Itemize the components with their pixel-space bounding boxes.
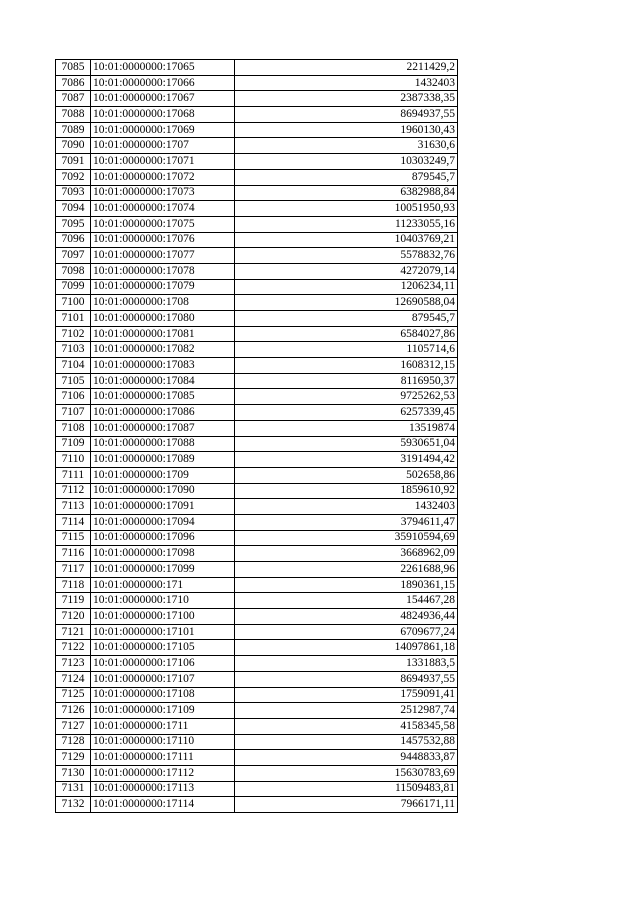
row-number: 7100 [56, 295, 91, 311]
row-number: 7089 [56, 122, 91, 138]
cadastral-number: 10:01:0000000:17113 [91, 781, 235, 797]
cadastral-number: 10:01:0000000:17069 [91, 122, 235, 138]
row-number: 7121 [56, 624, 91, 640]
row-number: 7101 [56, 311, 91, 327]
row-number: 7129 [56, 750, 91, 766]
cadastral-number: 10:01:0000000:1711 [91, 718, 235, 734]
row-number: 7108 [56, 420, 91, 436]
table-row [56, 797, 458, 813]
row-number: 7103 [56, 342, 91, 358]
cadastral-number: 10:01:0000000:17072 [91, 169, 235, 185]
row-number: 7096 [56, 232, 91, 248]
table-row [56, 138, 458, 154]
row-number: 7088 [56, 107, 91, 123]
cadastral-number: 10:01:0000000:17110 [91, 734, 235, 750]
row-number: 7110 [56, 452, 91, 468]
row-number: 7087 [56, 91, 91, 107]
cadastral-number: 10:01:0000000:17111 [91, 750, 235, 766]
cadastral-number: 10:01:0000000:17073 [91, 185, 235, 201]
row-number: 7120 [56, 609, 91, 625]
table-row [56, 405, 458, 421]
table-row [56, 154, 458, 170]
cadastral-number: 10:01:0000000:17107 [91, 671, 235, 687]
value-cell: 1432403 [235, 499, 458, 515]
table-row [56, 687, 458, 703]
table-row [56, 420, 458, 436]
cadastral-number: 10:01:0000000:17083 [91, 358, 235, 374]
value-cell: 1960130,43 [235, 122, 458, 138]
row-number: 7106 [56, 389, 91, 405]
cadastral-number: 10:01:0000000:17089 [91, 452, 235, 468]
value-cell: 8116950,37 [235, 373, 458, 389]
row-number: 7123 [56, 656, 91, 672]
table-row [56, 656, 458, 672]
table-row [56, 514, 458, 530]
cadastral-number: 10:01:0000000:17085 [91, 389, 235, 405]
value-cell: 5578832,76 [235, 248, 458, 264]
table-row [56, 436, 458, 452]
row-number: 7132 [56, 797, 91, 813]
table-row [56, 671, 458, 687]
table-row [56, 342, 458, 358]
value-cell: 1608312,15 [235, 358, 458, 374]
cadastral-number: 10:01:0000000:17082 [91, 342, 235, 358]
row-number: 7114 [56, 514, 91, 530]
table-row [56, 326, 458, 342]
value-cell: 879545,7 [235, 169, 458, 185]
cadastral-number: 10:01:0000000:1709 [91, 467, 235, 483]
row-number: 7116 [56, 546, 91, 562]
value-cell: 7966171,11 [235, 797, 458, 813]
cadastral-number: 10:01:0000000:17080 [91, 311, 235, 327]
value-cell: 5930651,04 [235, 436, 458, 452]
table-row [56, 122, 458, 138]
row-number: 7112 [56, 483, 91, 499]
cadastral-number: 10:01:0000000:17100 [91, 609, 235, 625]
row-number: 7105 [56, 373, 91, 389]
value-cell: 15630783,69 [235, 765, 458, 781]
row-number: 7097 [56, 248, 91, 264]
value-cell: 13519874 [235, 420, 458, 436]
cadastral-number: 10:01:0000000:17101 [91, 624, 235, 640]
value-cell: 2261688,96 [235, 562, 458, 578]
table-row [56, 295, 458, 311]
row-number: 7115 [56, 530, 91, 546]
row-number: 7131 [56, 781, 91, 797]
cadastral-number: 10:01:0000000:17087 [91, 420, 235, 436]
cadastral-number: 10:01:0000000:17098 [91, 546, 235, 562]
row-number: 7113 [56, 499, 91, 515]
cadastral-number: 10:01:0000000:1708 [91, 295, 235, 311]
table-row [56, 640, 458, 656]
row-number: 7111 [56, 467, 91, 483]
cadastral-number: 10:01:0000000:17079 [91, 279, 235, 295]
value-cell: 9725262,53 [235, 389, 458, 405]
value-cell: 154467,28 [235, 593, 458, 609]
value-cell: 4158345,58 [235, 718, 458, 734]
table-row [56, 609, 458, 625]
value-cell: 10403769,21 [235, 232, 458, 248]
value-cell: 12690588,04 [235, 295, 458, 311]
value-cell: 1759091,41 [235, 687, 458, 703]
table-row [56, 216, 458, 232]
cadastral-number: 10:01:0000000:17114 [91, 797, 235, 813]
cadastral-number: 10:01:0000000:17094 [91, 514, 235, 530]
row-number: 7091 [56, 154, 91, 170]
value-cell: 6709677,24 [235, 624, 458, 640]
cadastral-number: 10:01:0000000:171 [91, 577, 235, 593]
row-number: 7090 [56, 138, 91, 154]
value-cell: 6382988,84 [235, 185, 458, 201]
row-number: 7085 [56, 60, 91, 76]
value-cell: 3668962,09 [235, 546, 458, 562]
value-cell: 8694937,55 [235, 107, 458, 123]
row-number: 7109 [56, 436, 91, 452]
cadastral-number: 10:01:0000000:17091 [91, 499, 235, 515]
value-cell: 4272079,14 [235, 263, 458, 279]
row-number: 7093 [56, 185, 91, 201]
table-row [56, 765, 458, 781]
cadastral-number: 10:01:0000000:17081 [91, 326, 235, 342]
cadastral-number: 10:01:0000000:17077 [91, 248, 235, 264]
cadastral-number: 10:01:0000000:17076 [91, 232, 235, 248]
table-row [56, 201, 458, 217]
value-cell: 3191494,42 [235, 452, 458, 468]
table-row [56, 703, 458, 719]
table-row [56, 781, 458, 797]
table-row [56, 358, 458, 374]
row-number: 7117 [56, 562, 91, 578]
table-row [56, 734, 458, 750]
table-row [56, 530, 458, 546]
cadastral-number: 10:01:0000000:17109 [91, 703, 235, 719]
cadastral-number: 10:01:0000000:17090 [91, 483, 235, 499]
value-cell: 1206234,11 [235, 279, 458, 295]
cadastral-number: 10:01:0000000:17065 [91, 60, 235, 76]
table-row [56, 263, 458, 279]
row-number: 7130 [56, 765, 91, 781]
value-cell: 2211429,2 [235, 60, 458, 76]
table-row [56, 75, 458, 91]
cadastral-number: 10:01:0000000:17108 [91, 687, 235, 703]
table-row [56, 279, 458, 295]
value-cell: 1331883,5 [235, 656, 458, 672]
row-number: 7128 [56, 734, 91, 750]
table-row [56, 624, 458, 640]
data-table-body [56, 60, 458, 813]
row-number: 7102 [56, 326, 91, 342]
value-cell: 10051950,93 [235, 201, 458, 217]
table-row [56, 562, 458, 578]
cadastral-number: 10:01:0000000:17112 [91, 765, 235, 781]
value-cell: 1105714,6 [235, 342, 458, 358]
cadastral-number: 10:01:0000000:17099 [91, 562, 235, 578]
row-number: 7099 [56, 279, 91, 295]
cadastral-number: 10:01:0000000:17088 [91, 436, 235, 452]
value-cell: 1890361,15 [235, 577, 458, 593]
table-row [56, 107, 458, 123]
table-row [56, 750, 458, 766]
row-number: 7119 [56, 593, 91, 609]
row-number: 7095 [56, 216, 91, 232]
table-row [56, 60, 458, 76]
cadastral-number: 10:01:0000000:17086 [91, 405, 235, 421]
row-number: 7124 [56, 671, 91, 687]
value-cell: 14097861,18 [235, 640, 458, 656]
table-row [56, 311, 458, 327]
cadastral-number: 10:01:0000000:17078 [91, 263, 235, 279]
value-cell: 9448833,87 [235, 750, 458, 766]
cadastral-number: 10:01:0000000:17096 [91, 530, 235, 546]
table-row [56, 373, 458, 389]
value-cell: 11233055,16 [235, 216, 458, 232]
row-number: 7086 [56, 75, 91, 91]
table-row [56, 389, 458, 405]
cadastral-number: 10:01:0000000:1710 [91, 593, 235, 609]
table-row [56, 248, 458, 264]
value-cell: 1859610,92 [235, 483, 458, 499]
row-number: 7122 [56, 640, 91, 656]
row-number: 7126 [56, 703, 91, 719]
row-number: 7118 [56, 577, 91, 593]
cadastral-number: 10:01:0000000:17068 [91, 107, 235, 123]
row-number: 7127 [56, 718, 91, 734]
row-number: 7107 [56, 405, 91, 421]
value-cell: 6584027,86 [235, 326, 458, 342]
row-number: 7104 [56, 358, 91, 374]
cadastral-number: 10:01:0000000:17074 [91, 201, 235, 217]
value-cell: 8694937,55 [235, 671, 458, 687]
value-cell: 502658,86 [235, 467, 458, 483]
table-row [56, 185, 458, 201]
cadastral-number: 10:01:0000000:17105 [91, 640, 235, 656]
row-number: 7092 [56, 169, 91, 185]
value-cell: 35910594,69 [235, 530, 458, 546]
table-row [56, 232, 458, 248]
value-cell: 2387338,35 [235, 91, 458, 107]
value-cell: 1457532,88 [235, 734, 458, 750]
value-cell: 31630,6 [235, 138, 458, 154]
table-row [56, 483, 458, 499]
table-row [56, 499, 458, 515]
cadastral-number: 10:01:0000000:17067 [91, 91, 235, 107]
table-row [56, 91, 458, 107]
table-row [56, 577, 458, 593]
table-row [56, 467, 458, 483]
table-row [56, 718, 458, 734]
table-row [56, 546, 458, 562]
data-table [55, 59, 458, 813]
cadastral-number: 10:01:0000000:1707 [91, 138, 235, 154]
value-cell: 879545,7 [235, 311, 458, 327]
value-cell: 10303249,7 [235, 154, 458, 170]
cadastral-number: 10:01:0000000:17071 [91, 154, 235, 170]
row-number: 7098 [56, 263, 91, 279]
cadastral-number: 10:01:0000000:17084 [91, 373, 235, 389]
value-cell: 6257339,45 [235, 405, 458, 421]
row-number: 7094 [56, 201, 91, 217]
row-number: 7125 [56, 687, 91, 703]
table-row [56, 169, 458, 185]
cadastral-number: 10:01:0000000:17066 [91, 75, 235, 91]
value-cell: 1432403 [235, 75, 458, 91]
cadastral-number: 10:01:0000000:17075 [91, 216, 235, 232]
value-cell: 4824936,44 [235, 609, 458, 625]
value-cell: 3794611,47 [235, 514, 458, 530]
cadastral-number: 10:01:0000000:17106 [91, 656, 235, 672]
table-row [56, 452, 458, 468]
value-cell: 11509483,81 [235, 781, 458, 797]
value-cell: 2512987,74 [235, 703, 458, 719]
table-row [56, 593, 458, 609]
